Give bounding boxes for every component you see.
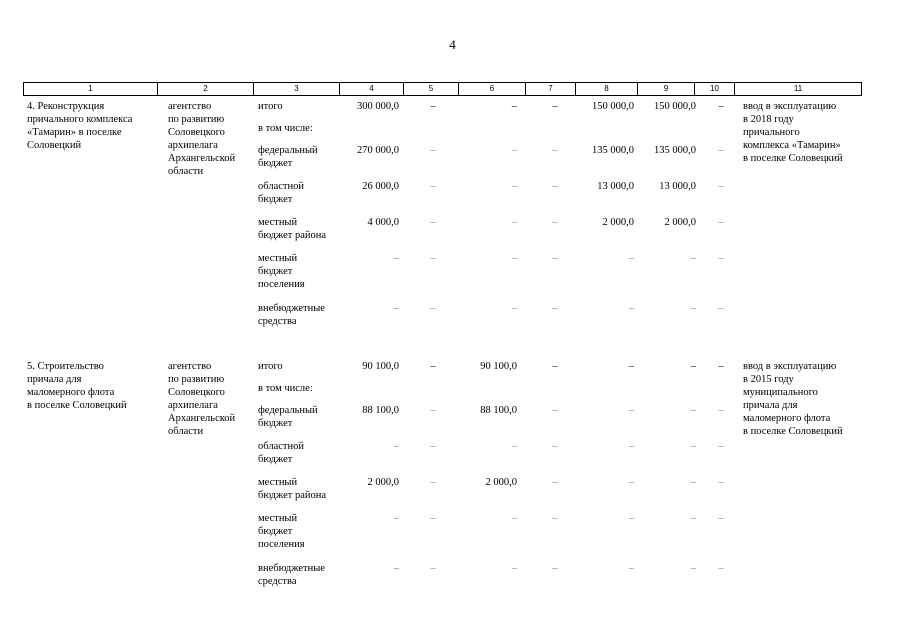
funding-value-c8: 13 000,0 — [597, 181, 634, 192]
funding-source-line: местный — [258, 513, 298, 524]
executor-name-line: по развитию — [168, 114, 225, 125]
header-col-8: 8 — [576, 83, 638, 96]
funding-value-c6: – — [511, 513, 517, 524]
funding-source-line: внебюджетные — [258, 563, 325, 574]
funding-value-c10: – — [718, 101, 724, 112]
funding-value-c6: 90 100,0 — [480, 361, 517, 372]
funding-value-c4: – — [393, 563, 399, 574]
funding-value-c10: – — [718, 441, 724, 452]
funding-source-line: поселения — [258, 539, 305, 550]
header-col-3: 3 — [254, 83, 340, 96]
header-col-4: 4 — [340, 83, 404, 96]
funding-value-c8: 135 000,0 — [592, 145, 634, 156]
funding-value-c5: – — [430, 181, 436, 192]
expected-result — [743, 360, 868, 438]
funding-value-c6: – — [511, 217, 517, 228]
measure-name — [27, 100, 155, 152]
executor-name-line: агентство — [168, 101, 212, 112]
funding-value-c8: – — [628, 563, 634, 574]
funding-value-c4: 2 000,0 — [367, 477, 399, 488]
funding-value-c8: – — [628, 513, 634, 524]
funding-value-c8: – — [628, 253, 634, 264]
funding-value-c7: – — [552, 441, 558, 452]
funding-source-line: средства — [258, 576, 297, 587]
funding-source-line: итого — [258, 361, 283, 372]
page-number: 4 — [449, 37, 456, 52]
program-block — [23, 100, 861, 340]
funding-value-c10: – — [718, 477, 724, 488]
funding-value-c6: 88 100,0 — [480, 405, 517, 416]
funding-value-c8: 150 000,0 — [592, 101, 634, 112]
expected-result-line: причала для — [743, 400, 798, 411]
funding-value-c4: – — [393, 253, 399, 264]
funding-source-line: бюджет — [258, 158, 293, 169]
funding-value-c4: – — [393, 303, 399, 314]
header-col-10: 10 — [695, 83, 735, 96]
funding-value-c5: – — [430, 217, 436, 228]
executor-name — [168, 100, 256, 178]
funding-value-c10: – — [718, 253, 724, 264]
executor-name-line: архипелага — [168, 400, 218, 411]
funding-value-c4: – — [393, 441, 399, 452]
header-col-7: 7 — [526, 83, 576, 96]
executor-name-line: Соловецкого — [168, 127, 225, 138]
funding-value-c4: 270 000,0 — [357, 145, 399, 156]
executor-name-line: области — [168, 166, 204, 177]
funding-value-c6: – — [511, 303, 517, 314]
funding-value-c5: – — [430, 441, 436, 452]
executor-name-line: Соловецкого — [168, 387, 225, 398]
funding-source-line: бюджет района — [258, 490, 327, 501]
funding-value-c7: – — [552, 253, 558, 264]
funding-source-line: бюджет — [258, 194, 293, 205]
program-block — [23, 360, 861, 600]
expected-result-line: в поселке Соловецкий — [743, 426, 843, 437]
expected-result-line: ввод в эксплуатацию — [743, 361, 837, 372]
funding-value-c4: 4 000,0 — [367, 217, 399, 228]
measure-name-line: «Тамарин» в поселке — [27, 127, 122, 138]
funding-source-label — [258, 382, 338, 395]
executor-name-line: по развитию — [168, 374, 225, 385]
funding-value-c4: 90 100,0 — [362, 361, 399, 372]
funding-source-line: федеральный — [258, 405, 318, 416]
funding-value-c9: – — [690, 563, 696, 574]
executor-name-line: Архангельской — [168, 413, 236, 424]
funding-source-line: бюджет — [258, 418, 293, 429]
executor-name-line: архипелага — [168, 140, 218, 151]
expected-result-line: маломерного флота — [743, 413, 831, 424]
funding-value-c7: – — [552, 361, 558, 372]
measure-name — [27, 360, 155, 412]
funding-source-line: в том числе: — [258, 383, 313, 394]
funding-source-line: внебюджетные — [258, 303, 325, 314]
funding-value-c6: 2 000,0 — [485, 477, 517, 488]
funding-value-c5: – — [430, 361, 436, 372]
expected-result-line: ввод в эксплуатацию — [743, 101, 837, 112]
executor-name-line: Архангельской — [168, 153, 236, 164]
funding-source-line: бюджет — [258, 526, 293, 537]
funding-source-label — [258, 122, 338, 135]
measure-name-line: 4. Реконструкция — [27, 101, 105, 112]
funding-value-c6: – — [511, 101, 517, 112]
funding-source-line: федеральный — [258, 145, 318, 156]
funding-value-c9: – — [690, 303, 696, 314]
measure-name-line: Соловецкий — [27, 140, 82, 151]
funding-value-c7: – — [552, 405, 558, 416]
funding-value-c4: 26 000,0 — [362, 181, 399, 192]
funding-value-c10: – — [718, 303, 724, 314]
funding-value-c6: – — [511, 441, 517, 452]
funding-source-line: областной — [258, 181, 304, 192]
expected-result-line: комплекса «Тамарин» — [743, 140, 841, 151]
funding-value-c5: – — [430, 253, 436, 264]
funding-value-c7: – — [552, 563, 558, 574]
funding-value-c5: – — [430, 563, 436, 574]
funding-value-c9: – — [690, 477, 696, 488]
funding-value-c5: – — [430, 513, 436, 524]
funding-value-c9: – — [690, 405, 696, 416]
funding-value-c7: – — [552, 181, 558, 192]
funding-value-c4: 300 000,0 — [357, 101, 399, 112]
expected-result — [743, 100, 868, 165]
funding-value-c4: 88 100,0 — [362, 405, 399, 416]
measure-name-line: в поселке Соловецкий — [27, 400, 127, 411]
funding-value-c9: 13 000,0 — [659, 181, 696, 192]
funding-value-c9: – — [690, 361, 696, 372]
executor-name-line: области — [168, 426, 204, 437]
funding-value-c10: – — [718, 181, 724, 192]
funding-value-c8: – — [628, 361, 634, 372]
funding-value-c5: – — [430, 101, 436, 112]
funding-value-c5: – — [430, 303, 436, 314]
funding-value-c10: – — [718, 361, 724, 372]
funding-value-c8: – — [628, 405, 634, 416]
funding-value-c9: – — [690, 513, 696, 524]
funding-value-c6: – — [511, 253, 517, 264]
measure-name-line: маломерного флота — [27, 387, 115, 398]
funding-value-c7: – — [552, 145, 558, 156]
funding-source-line: бюджет — [258, 266, 293, 277]
funding-value-c5: – — [430, 405, 436, 416]
funding-value-c7: – — [552, 477, 558, 488]
expected-result-line: в поселке Соловецкий — [743, 153, 843, 164]
funding-source-line: бюджет — [258, 454, 293, 465]
measure-name-line: причального комплекса — [27, 114, 133, 125]
funding-value-c7: – — [552, 217, 558, 228]
funding-value-c8: – — [628, 303, 634, 314]
funding-value-c9: 2 000,0 — [664, 217, 696, 228]
funding-value-c10: – — [718, 405, 724, 416]
funding-value-c7: – — [552, 101, 558, 112]
funding-value-c8: – — [628, 477, 634, 488]
funding-value-c9: 150 000,0 — [654, 101, 696, 112]
funding-source-line: средства — [258, 316, 297, 327]
funding-source-line: местный — [258, 253, 298, 264]
funding-value-c9: – — [690, 253, 696, 264]
funding-source-line: итого — [258, 101, 283, 112]
funding-value-c5: – — [430, 477, 436, 488]
funding-source-line: поселения — [258, 279, 305, 290]
funding-value-c10: – — [718, 563, 724, 574]
funding-value-c5: – — [430, 145, 436, 156]
funding-value-c9: 135 000,0 — [654, 145, 696, 156]
funding-source-line: областной — [258, 441, 304, 452]
expected-result-line: причального — [743, 127, 800, 138]
header-col-6: 6 — [459, 83, 526, 96]
expected-result-line: муниципального — [743, 387, 818, 398]
funding-value-c9: – — [690, 441, 696, 452]
funding-value-c10: – — [718, 145, 724, 156]
funding-value-c8: – — [628, 441, 634, 452]
funding-source-line: местный — [258, 217, 298, 228]
executor-name-line: агентство — [168, 361, 212, 372]
header-col-1: 1 — [24, 83, 158, 96]
funding-value-c7: – — [552, 513, 558, 524]
header-col-2: 2 — [158, 83, 254, 96]
header-col-5: 5 — [404, 83, 459, 96]
funding-value-c4: – — [393, 513, 399, 524]
header-col-11: 11 — [735, 83, 862, 96]
measure-name-line: причала для — [27, 374, 82, 385]
header-col-9: 9 — [638, 83, 695, 96]
funding-source-line: бюджет района — [258, 230, 327, 241]
funding-value-c6: – — [511, 145, 517, 156]
expected-result-line: в 2018 году — [743, 114, 794, 125]
funding-value-c10: – — [718, 513, 724, 524]
funding-value-c8: 2 000,0 — [602, 217, 634, 228]
funding-value-c10: – — [718, 217, 724, 228]
expected-result-line: в 2015 году — [743, 374, 794, 385]
funding-source-line: местный — [258, 477, 298, 488]
funding-value-c7: – — [552, 303, 558, 314]
executor-name — [168, 360, 256, 438]
funding-source-line: в том числе: — [258, 123, 313, 134]
funding-value-c6: – — [511, 563, 517, 574]
funding-value-c6: – — [511, 181, 517, 192]
table-header — [23, 82, 861, 96]
measure-name-line: 5. Строительство — [27, 361, 104, 372]
